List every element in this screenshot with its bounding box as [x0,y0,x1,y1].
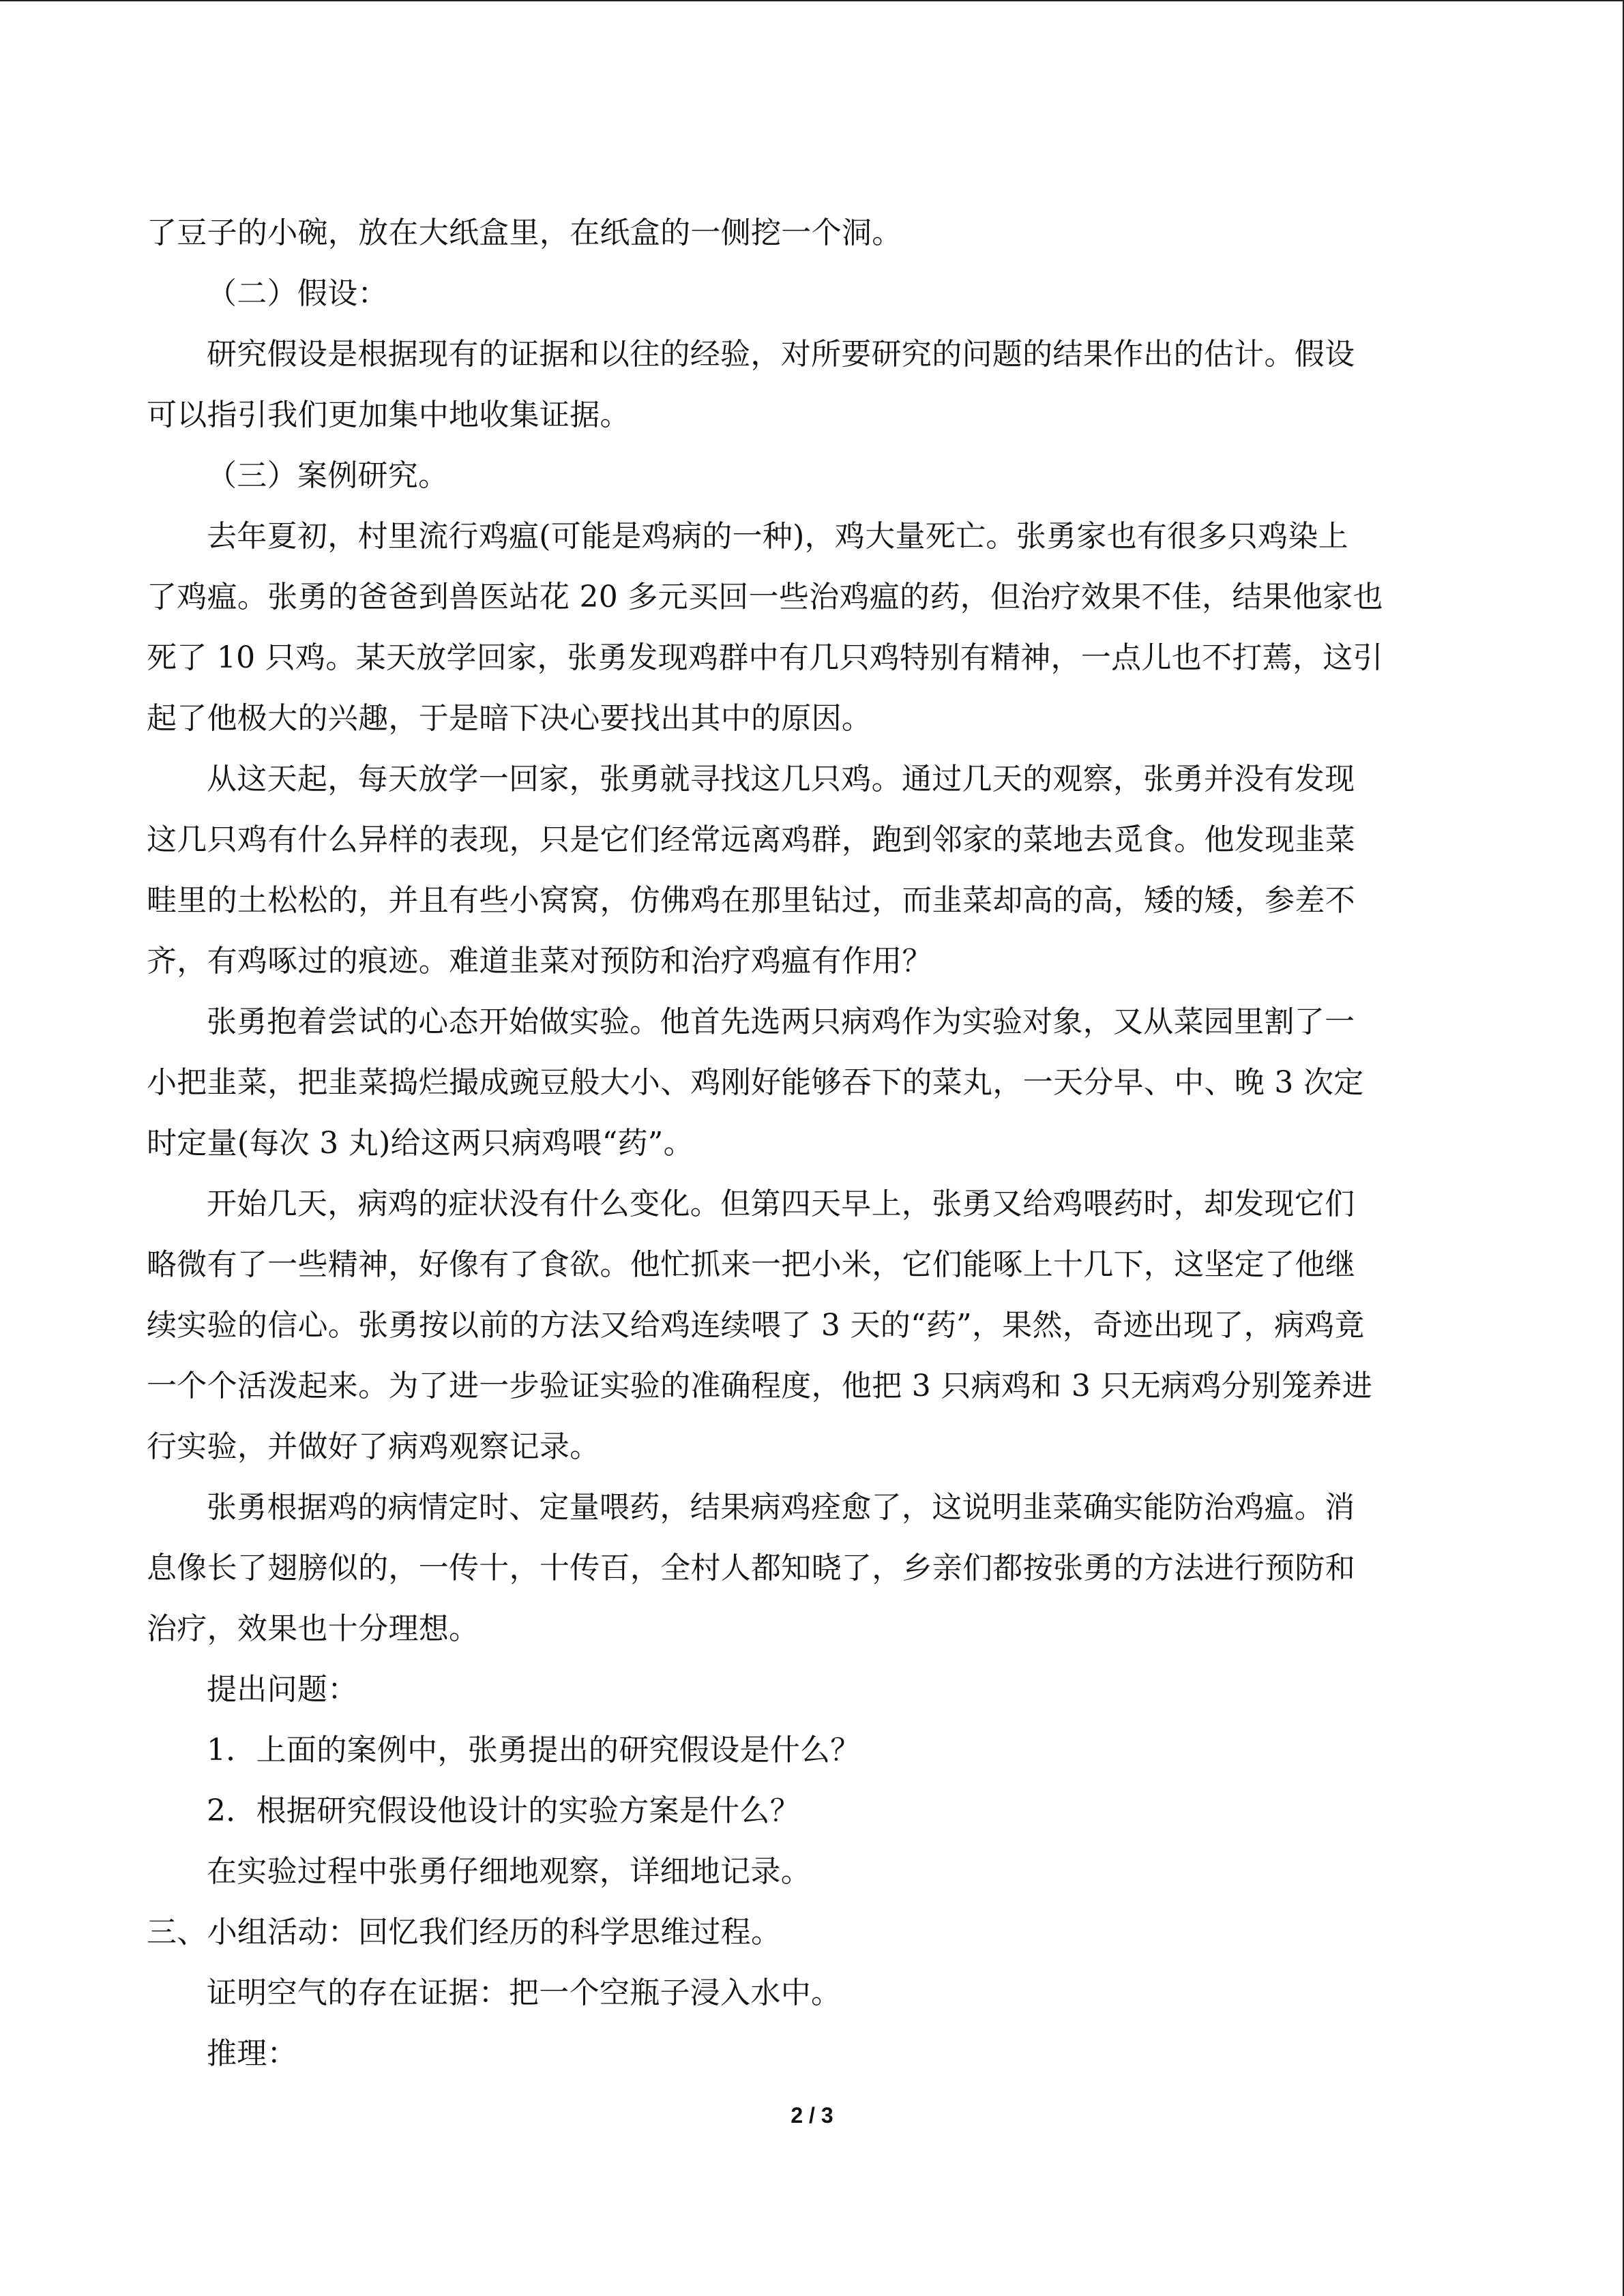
paragraph-line: 齐，有鸡啄过的痕迹。难道韭菜对预防和治疗鸡瘟有作用？ [147,944,932,979]
page-number: 2 / 3 [791,2103,833,2128]
question-item: 1．上面的案例中，张勇提出的研究假设是什么？ [207,1733,861,1768]
paragraph-line: 畦里的土松松的，并且有些小窝窝，仿佛鸡在那里钻过，而韭菜却高的高，矮的矮，参差不 [147,883,1355,918]
document-body [147,203,1477,2084]
paragraph-line: 起了他极大的兴趣，于是暗下决心要找出其中的原因。 [147,701,872,736]
paragraph-line: 研究假设是根据现有的证据和以往的经验，对所要研究的问题的结果作出的估计。假设 [207,337,1355,372]
paragraph-line: 张勇根据鸡的病情定时、定量喂药，结果病鸡痊愈了，这说明韭菜确实能防治鸡瘟。消 [207,1490,1355,1525]
paragraph-line: 一个个活泼起来。为了进一步验证实验的准确程度，他把 3 只病鸡和 3 只无病鸡分别笼养进 [147,1369,1373,1403]
paragraph-line: 在实验过程中张勇仔细地观察，详细地记录。 [207,1854,811,1889]
question-heading: 提出问题： [207,1672,358,1707]
section-heading: （二）假设： [207,276,388,311]
paragraph-line: 时定量(每次 3 丸)给这两只病鸡喂“药”。 [147,1126,694,1161]
paragraph-line: 略微有了一些精神，好像有了食欲。他忙抓来一把小米，它们能啄上十几下，这坚定了他继 [147,1247,1355,1282]
question-item: 2．根据研究假设他设计的实验方案是什么？ [207,1793,800,1828]
paragraph-line: 息像长了翅膀似的，一传十，十传百，全村人都知晓了，乡亲们都按张勇的方法进行预防和 [147,1551,1355,1585]
text-line: 了豆子的小碗，放在大纸盒里，在纸盒的一侧挖一个洞。 [147,215,902,250]
paragraph-line: 可以指引我们更加集中地收集证据。 [147,398,630,432]
paragraph-line: 推理： [207,2036,297,2071]
section-heading: （三）案例研究。 [207,458,449,493]
paragraph-line: 行实验，并做好了病鸡观察记录。 [147,1429,600,1464]
paragraph-line: 证明空气的存在证据：把一个空瓶子浸入水中。 [207,1976,842,2010]
section-heading: 三、小组活动：回忆我们经历的科学思维过程。 [147,1915,782,1950]
paragraph-line: 开始几天，病鸡的症状没有什么变化。但第四天早上，张勇又给鸡喂药时，却发现它们 [207,1187,1355,1221]
paragraph-line: 治疗，效果也十分理想。 [147,1611,479,1646]
paragraph-line: 小把韭菜，把韭菜捣烂撮成豌豆般大小、鸡刚好能够吞下的菜丸，一天分早、中、晚 3 次定 [147,1065,1364,1100]
paragraph-line: 了鸡瘟。张勇的爸爸到兽医站花 20 多元买回一些治鸡瘟的药，但治疗效果不佳，结果他家也 [147,580,1383,614]
paragraph-line: 去年夏初，村里流行鸡瘟(可能是鸡病的一种)，鸡大量死亡。张勇家也有很多只鸡染上 [207,519,1349,554]
paragraph-line: 死了 10 只鸡。某天放学回家，张勇发现鸡群中有几只鸡特别有精神，一点儿也不打蔫，这引 [147,640,1383,675]
paragraph-line: 续实验的信心。张勇按以前的方法又给鸡连续喂了 3 天的“药”，果然，奇迹出现了，病鸡竟 [147,1308,1365,1343]
paragraph-line: 从这天起，每天放学一回家，张勇就寻找这几只鸡。通过几天的观察，张勇并没有发现 [207,762,1355,796]
paragraph-line: 张勇抱着尝试的心态开始做实验。他首先选两只病鸡作为实验对象，又从菜园里割了一 [207,1004,1355,1039]
paragraph-line: 这几只鸡有什么异样的表现，只是它们经常远离鸡群，跑到邻家的菜地去觅食。他发现韭菜 [147,822,1355,857]
